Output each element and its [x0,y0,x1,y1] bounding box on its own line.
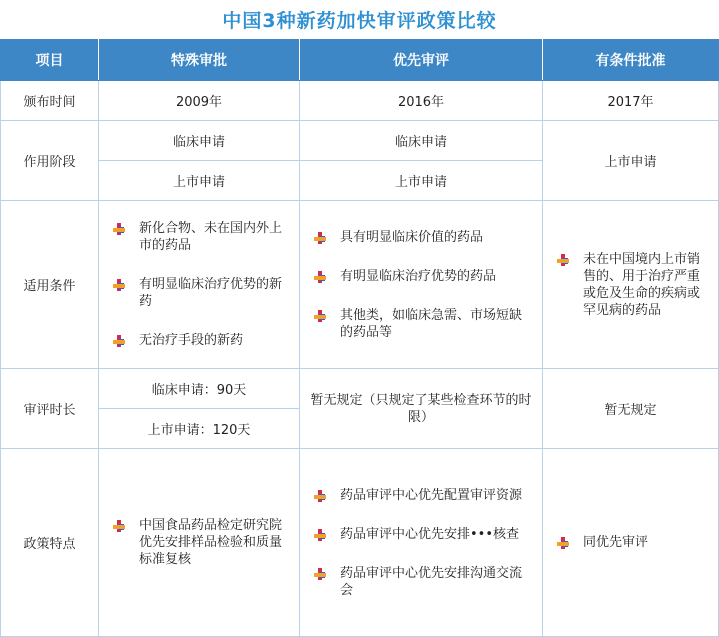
cell-duration-special-2: 上市申请：120天 [99,409,300,449]
cell-stage-conditional: 上市申请 [543,121,719,201]
header-item: 项目 [1,40,99,81]
conditions-special-list [99,220,299,349]
bullet-icon [314,232,326,244]
cell-stage-priority-1: 临床申请 [300,121,543,161]
row-label-conditions: 适用条件 [1,201,99,369]
list-item: 未在中国境内上市销售的、用于治疗严重或危及生命的疾病或罕见病的药品 [557,251,710,319]
table-row-features [1,449,719,637]
bullet-icon [113,279,125,291]
list-item: 新化合物、未在国内外上市的药品 [113,220,291,254]
list-item: 药品审评中心优先配置审评资源 [314,487,534,504]
list-item: 药品审评中心优先安排沟通交流会 [314,565,534,599]
cell-features-special [99,449,300,637]
list-item: 有明显临床治疗优势的新药 [113,276,291,310]
cell-release-special: 2009年 [99,81,300,121]
bullet-icon [314,310,326,322]
table-row-stage [1,121,719,161]
cell-release-priority: 2016年 [300,81,543,121]
features-priority-list [300,487,542,599]
table-row-release [1,81,719,121]
list-item: 有明显临床治疗优势的药品 [314,268,534,285]
bullet-icon [314,529,326,541]
list-item: 无治疗手段的新药 [113,332,291,349]
row-label-features: 政策特点 [1,449,99,637]
bullet-icon [314,490,326,502]
row-label-release: 颁布时间 [1,81,99,121]
bullet-icon [557,537,569,549]
bullet-icon [314,271,326,283]
bullet-icon [113,520,125,532]
cell-conditions-special [99,201,300,369]
cell-features-conditional [543,449,719,637]
comparison-table [0,39,719,637]
page-title: 中国3种新药加快审评政策比较 [222,10,497,32]
bullet-icon [113,223,125,235]
table-row-duration [1,369,719,409]
conditions-conditional-list [543,251,718,319]
list-item: 中国食品药品检定研究院优先安排样品检验和质量标准复核 [113,517,291,568]
header-conditional-approval: 有条件批准 [543,40,719,81]
cell-conditions-priority [300,201,543,369]
features-special-list [99,517,299,568]
header-row [1,40,719,81]
row-label-duration: 审评时长 [1,369,99,449]
list-item: 其他类，如临床急需、市场短缺的药品等 [314,307,534,341]
cell-stage-special-2: 上市申请 [99,161,300,201]
bullet-icon [113,335,125,347]
cell-duration-priority: 暂无规定（只规定了某些检查环节的时限） [300,369,543,449]
cell-stage-special-1: 临床申请 [99,121,300,161]
list-item: 具有明显临床价值的药品 [314,229,534,246]
list-item: 同优先审评 [557,534,710,551]
cell-release-conditional: 2017年 [543,81,719,121]
cell-features-priority [300,449,543,637]
table-row-conditions [1,201,719,369]
list-item: 药品审评中心优先安排•••核查 [314,526,534,543]
cell-duration-special-1: 临床申请：90天 [99,369,300,409]
features-conditional-list [543,534,718,551]
cell-duration-conditional: 暂无规定 [543,369,719,449]
header-special-approval: 特殊审批 [99,40,300,81]
cell-stage-priority-2: 上市申请 [300,161,543,201]
row-label-stage: 作用阶段 [1,121,99,201]
bullet-icon [314,568,326,580]
header-priority-review: 优先审评 [300,40,543,81]
cell-conditions-conditional [543,201,719,369]
conditions-priority-list [300,229,542,341]
bullet-icon [557,254,569,266]
